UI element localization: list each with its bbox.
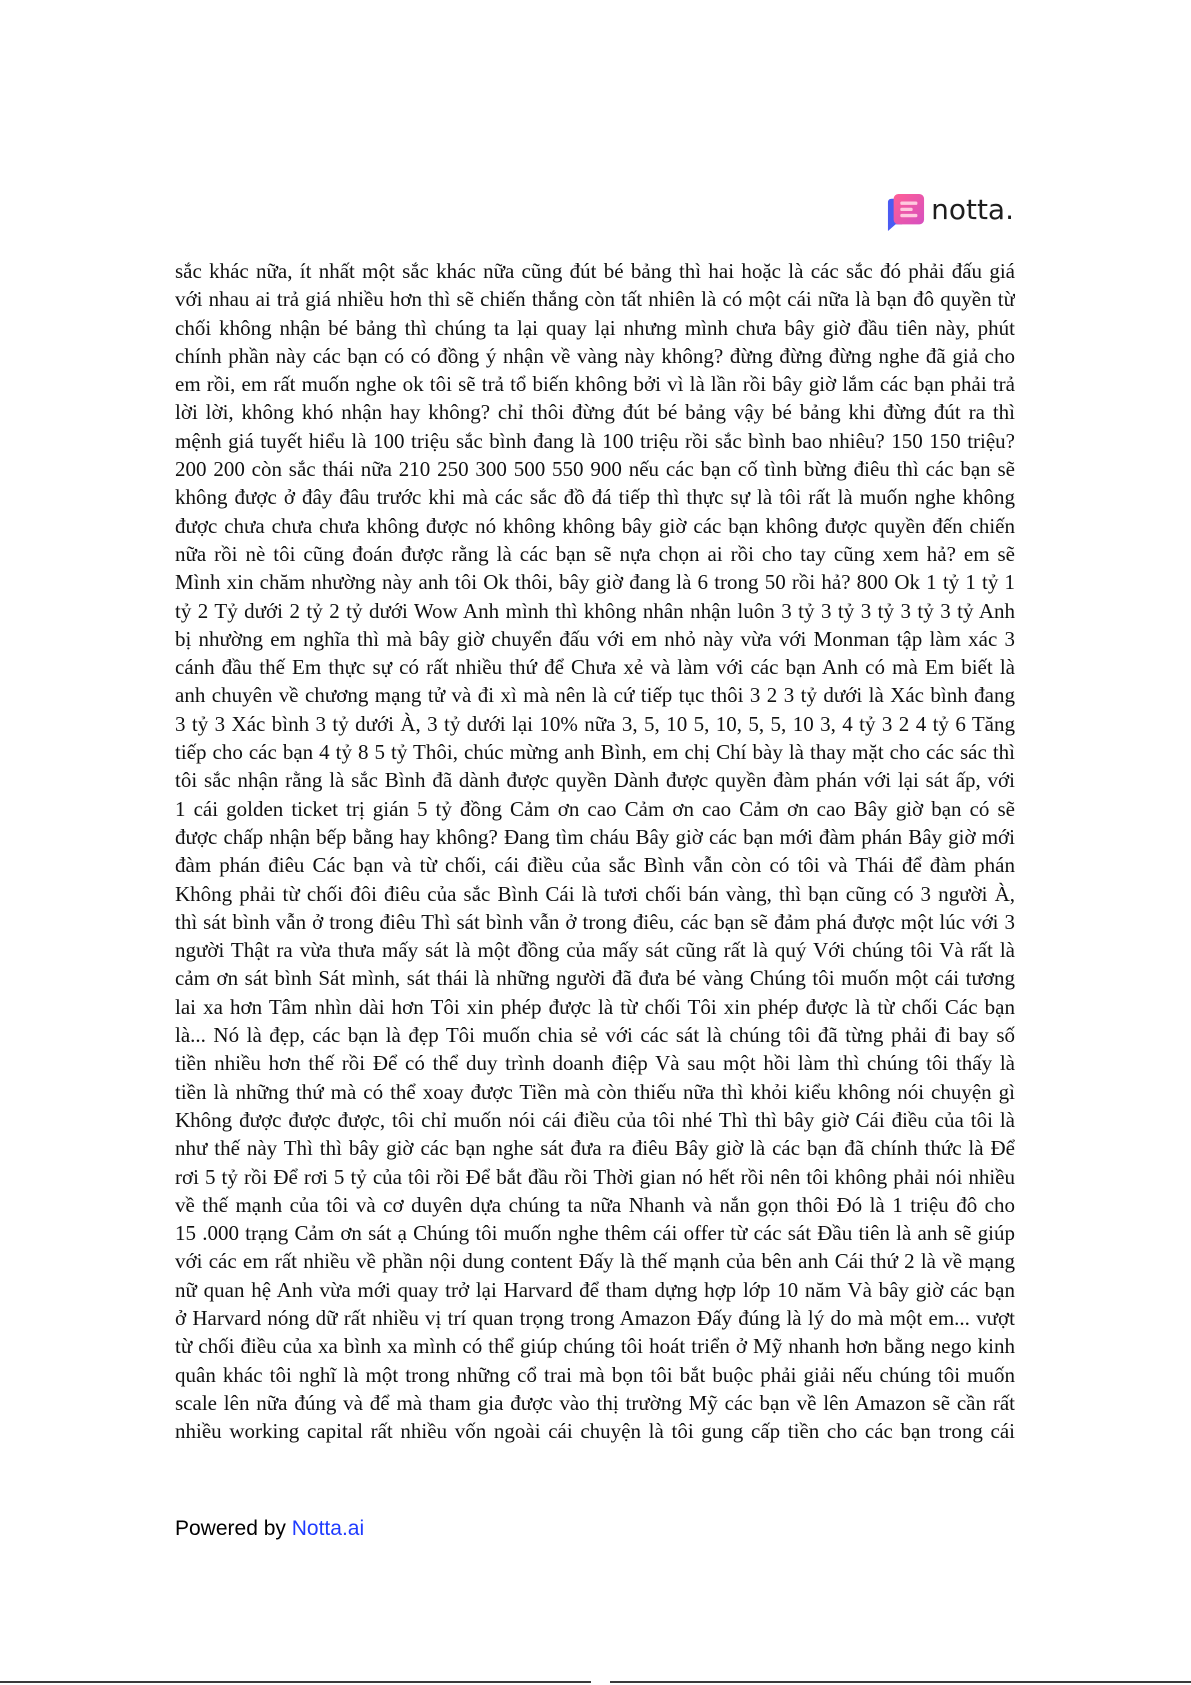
transcript-line: quân khác tôi nghĩ là một trong những cổ trai mà bọn tôi bắt buộc phải giải nếu chúng tôi muốn bbox=[175, 1362, 1015, 1387]
transcript-line: 3 tỷ 3 Xác bình 3 tỷ dưới À, 3 tỷ dưới lại 10% nữa 3, 5, 10 5, 10, 5, 5, 10 3, 4 tỷ 3 2 4 tỷ 6 Tăng bbox=[175, 711, 1015, 736]
transcript-line: được chấp nhận bếp bằng hay không? Đang tìm cháu Bây giờ các bạn mới đàm phán Bây giờ mới bbox=[175, 824, 1015, 849]
transcript-line: sắc khác nữa, ít nhất một sắc khác nữa cũng đút bé bảng thì hai hoặc là các sắc đó phải đấu giá bbox=[175, 259, 1015, 283]
page-break-line bbox=[610, 1681, 1191, 1683]
transcript-line: 200 200 còn sắc thái nữa 210 250 300 500 550 900 nếu các bạn cố tình bừng điêu thì các bạn sẽ bbox=[175, 457, 1015, 482]
powered-by-label: Powered by bbox=[175, 1517, 286, 1540]
transcript-line: Không được được được, tôi chỉ muốn nói cái điều của tôi nhé Thì thì bây giờ Cái điều của tôi là bbox=[175, 1107, 1015, 1132]
transcript-line: nữ quan hệ Anh vừa mới quay trở lại Harvard để tham dựng hợp lớp 10 năm Và bây giờ các bạn bbox=[175, 1277, 1015, 1302]
transcript-line: rơi 5 tỷ rồi Để rơi 5 tỷ của tôi rồi Để bắt đầu rồi Thời gian nó hết rồi nên tôi không phải nói nhiều bbox=[175, 1164, 1015, 1189]
transcript-line: đàm phán điêu Các bạn và từ chối, cái điều của sắc Bình vẫn còn có tôi và Thái để đàm phán bbox=[175, 853, 1015, 878]
transcript-line: Mình xin chăm nhường này anh tôi Ok thôi, bây giờ đang là 6 trong 50 rồi hả? 800 Ok 1 tỷ 1 tỷ 1 bbox=[175, 570, 1015, 595]
transcript-line: cánh đầu thế Em thực sự có rất nhiều thứ để Chưa xẻ và làm với các bạn Anh có mà Em biết là bbox=[175, 655, 1015, 680]
transcript-line: chính phần này các bạn có có đồng ý nhận về vàng này không? đừng đừng đừng nghe đã giả cho bbox=[175, 343, 1015, 368]
transcript-line: tỷ 2 Tỷ dưới 2 tỷ 2 tỷ dưới Wow Anh mình thì không nhân nhận luôn 3 tỷ 3 tỷ 3 tỷ 3 tỷ 3 tỷ Anh bbox=[175, 598, 1015, 623]
transcript-line: tiếp cho các bạn 4 tỷ 8 5 tỷ Thôi, chúc mừng anh Bình, em chị Chí bày là thay mặt cho các sác thì bbox=[175, 740, 1015, 765]
transcript-line: với các em rất nhiều về phần nội dung content Đấy là thế mạnh của bên anh Cái thứ 2 là về mạng bbox=[175, 1249, 1015, 1274]
transcript-line: tôi sắc nhận rằng là sắc Bình đã dành được quyền Dành được quyền đàm phán với lại sát ấp, với bbox=[175, 768, 1015, 793]
transcript-line: 1 cái golden ticket trị gián 5 tỷ đồng Cảm ơn cao Cảm ơn cao Cảm ơn cao Bây giờ bạn có sẽ bbox=[175, 796, 1015, 821]
transcript-line: không được ở đây đâu trước khi mà các sắc đồ đá tiếp thì thực sự là tôi rất là muốn nghe không bbox=[175, 485, 1015, 510]
transcript-line: 15 .000 trạng Cảm ơn sát ạ Chúng tôi muốn nghe thêm cái offer từ các sát Đầu tiên là anh sẽ giúp bbox=[175, 1221, 1015, 1246]
transcript-line: em rồi, em rất muốn nghe ok tôi sẽ trả tổ biến không bởi vì là lần rồi bây giờ lắm các bạn phải trả bbox=[175, 372, 1015, 397]
powered-by-footer bbox=[175, 1516, 364, 1541]
notta-logo bbox=[887, 193, 1014, 231]
transcript-line: cảm ơn sát bình Sát mình, sát thái là những người đã đưa bé vàng Chúng tôi muốn một cái tương bbox=[175, 966, 1015, 991]
transcript-line: từ chối điều của xa bình xa mình có thể giúp chúng tôi hoát triển ở Mỹ nhanh hơn bằng nego kinh bbox=[175, 1334, 1015, 1359]
notta-logo-icon bbox=[887, 193, 925, 231]
transcript-line: tiền nhiều hơn thế rồi Để có thể duy trình doanh điệp Và sau một hồi làm thì chúng tôi thấy là bbox=[175, 1051, 1015, 1076]
transcript-line: lời lời, không khó nhận hay không? chỉ thôi đừng đút bé bảng vậy bé bảng khi đừng đút ra thì bbox=[175, 400, 1015, 425]
transcript-line: người Thật ra vừa thưa mấy sát là một đồng của mấy sát cũng rất là quý Với chúng tôi Và rất là bbox=[175, 938, 1015, 963]
transcript-line: lai xa hơn Tâm nhìn dài hơn Tôi xin phép được là từ chối Tôi xin phép được là từ chối Các bạn bbox=[175, 994, 1015, 1019]
transcript-line: ở Harvard nóng dữ rất nhiều vị trí quan trọng trong Amazon Đấy đúng là lý do mà một em... vượt bbox=[175, 1305, 1015, 1330]
transcript-line: về thế mạnh của tôi và cơ duyên dựa chúng ta nữa Nhanh và nắn gọn thôi Đó là 1 triệu đô cho bbox=[175, 1192, 1015, 1217]
transcript-line: được chưa chưa chưa không được nó không không bây giờ các bạn không được quyền đến chiến bbox=[175, 513, 1015, 538]
transcript-line: như thế này Thì thì bây giờ các bạn nghe sát đưa ra điêu Bây giờ là các bạn đã chính thức là Để bbox=[175, 1136, 1015, 1161]
transcript-line: bị nhường em nghĩa thì mà bây giờ chuyển đấu với em nhỏ này vừa với Monman tập làm xác 3 bbox=[175, 626, 1015, 651]
transcript-line: Không phải từ chối đôi điêu của sắc Bình Cái là tươi chối bán vàng, thì bạn cũng có 3 người À, bbox=[175, 881, 1015, 906]
transcript-line: nữa rồi nè tôi cũng đoán được rằng là các bạn sẽ nựa chọn ai rồi cho tay cũng xem hả? em sẽ bbox=[175, 541, 1015, 566]
transcript-line: thì sát bình vẫn ở trong điêu Thì sát bình vẫn ở trong điêu, các bạn sẽ đảm phá được một lúc với 3 bbox=[175, 909, 1015, 934]
transcript-line: mệnh giá tuyết hiểu là 100 triệu sắc bình đang là 100 triệu rồi sắc bình bao nhiêu? 150 150 triệu? bbox=[175, 428, 1015, 453]
logo-wordmark: notta. bbox=[931, 193, 1014, 226]
transcript-body bbox=[175, 257, 1015, 1445]
transcript-line: anh chuyên về chương mạng tử và đi xì mà nên là cứ tiếp tục thôi 3 2 3 tỷ dưới là Xác bình đang bbox=[175, 683, 1015, 708]
transcript-line: nhiều working capital rất nhiều vốn ngoài cái chuyện là tôi gung cấp tiền cho các bạn trong cái bbox=[175, 1419, 1015, 1444]
transcript-line: tiền là những thứ mà có thể xoay được Tiền mà còn thiếu nữa thì khỏi kiểu không nói chuyện gì bbox=[175, 1079, 1015, 1104]
transcript-line: là... Nó là đẹp, các bạn là đẹp Tôi muốn chia sẻ với các sát là chúng tôi đã từng phải đi bay số bbox=[175, 1023, 1015, 1048]
transcript-line: với nhau ai trả giá nhiều hơn thì sẽ chiến thắng còn tất nhiên là có một cái nữa là bạn đô quyền từ bbox=[175, 287, 1015, 312]
transcript-line: chối không nhận bé bảng thì chúng ta lại quay lại nhưng mình chưa bây giờ đầu tiên này, phút bbox=[175, 315, 1015, 340]
transcript-line: scale lên nữa đúng và để mà tham gia được vào thị trường Mỹ các bạn về lên Amazon sẽ cần rất bbox=[175, 1390, 1015, 1415]
page-break-line bbox=[0, 1681, 591, 1683]
notta-ai-link[interactable]: Notta.ai bbox=[291, 1517, 365, 1540]
